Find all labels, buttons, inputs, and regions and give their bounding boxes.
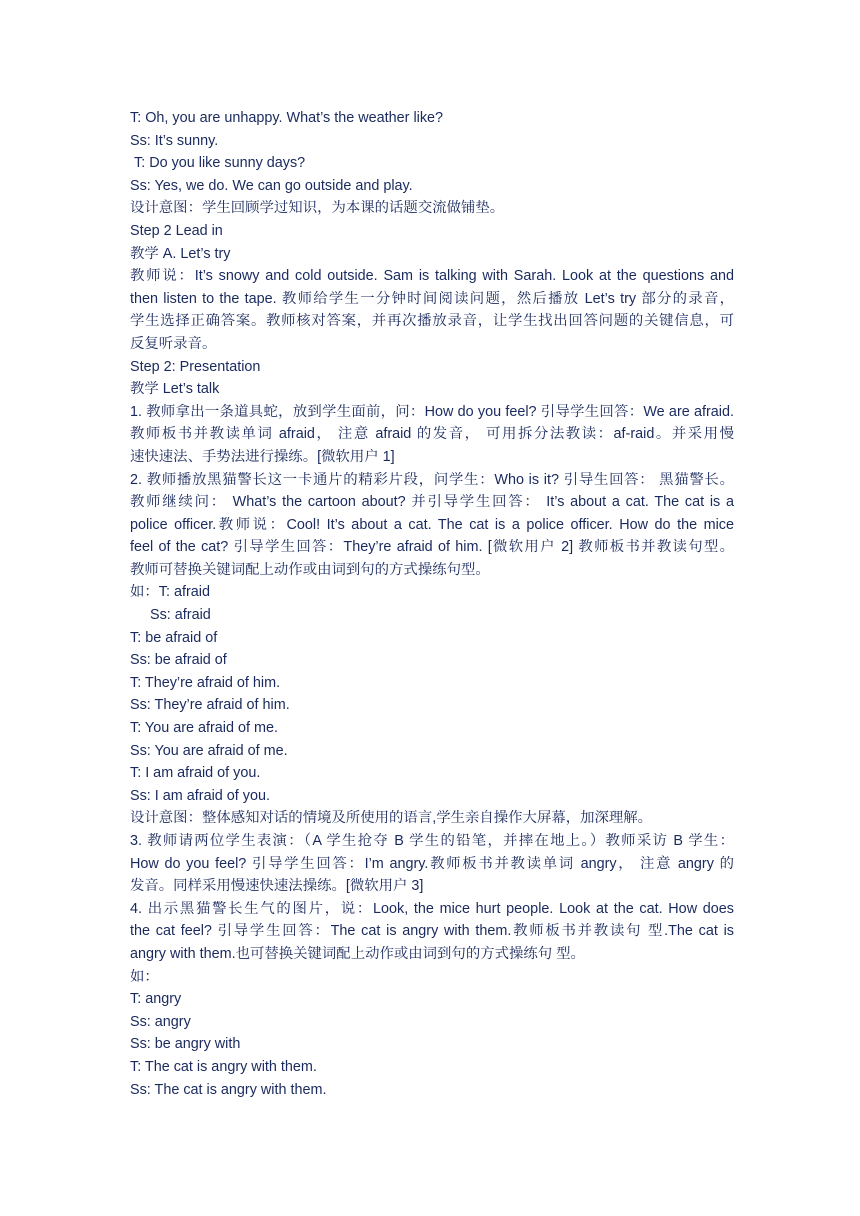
text-line: Ss: afraid (150, 607, 211, 624)
text-line: 如：T: afraid (130, 584, 210, 601)
text-line: Ss: You are afraid of me. (130, 742, 288, 759)
text-line: 1. 教师拿出一条道具蛇，放到学生面前，问：How do you feel? 引导学生回答：We are afraid. (130, 403, 734, 420)
text-line: then listen to the tape. 教师给学生一分钟时间阅读问题，然后播放 Let’s try 部分的录音， (130, 290, 734, 307)
text-line: Step 2: Presentation (130, 358, 261, 375)
text-line: 设计意图：学生回顾学过知识，为本课的话题交流做铺垫。 (130, 200, 505, 217)
text-line: Ss: The cat is angry with them. (130, 1081, 327, 1098)
text-line: T: The cat is angry with them. (130, 1058, 317, 1075)
text-line: T: Do you like sunny days? (134, 155, 306, 172)
text-line: 反复听录音。 (130, 335, 217, 352)
text-line: 教师继续问： What’s the cartoon about? 并引导学生回答： It’s about a cat. The cat is a (130, 494, 734, 511)
text-line: T: You are afraid of me. (130, 720, 278, 737)
text-line: angry with them.也可替换关键词配上动作或由词到句的方式操练句 型。 (130, 945, 585, 962)
text-line: Ss: They’re afraid of him. (130, 697, 290, 714)
text-line: Step 2 Lead in (130, 222, 223, 239)
document-page (130, 107, 734, 1101)
text-line: 教师可替换关键词配上动作或由词到句的方式操练句型。 (130, 561, 490, 578)
text-line: T: angry (130, 991, 182, 1008)
text-line: 2. 教师播放黑猫警长这一卡通片的精彩片段，问学生：Who is it? 引导生回答： 黑猫警长。 (130, 471, 734, 488)
text-line: police officer.教师说：Cool! It’s about a cat. The cat is a police officer. How do the mice (130, 516, 734, 533)
text-line: Ss: I am afraid of you. (130, 787, 270, 804)
text-line: Ss: be angry with (130, 1036, 241, 1053)
text-line: T: They’re afraid of him. (130, 674, 281, 691)
text-line: Ss: be afraid of (130, 652, 227, 669)
text-line: 发音。同样采用慢速快速法操练。[微软用户 3] (130, 878, 424, 895)
text-line: 设计意图：整体感知对话的情境及所使用的语言,学生亲自操作大屏幕，加深理解。 (130, 810, 653, 827)
text-line: 速快速法、手势法进行操练。[微软用户 1] (130, 448, 395, 465)
text-line: Ss: It’s sunny. (130, 132, 219, 149)
text-line: 3. 教师请两位学生表演：（A 学生抢夺 B 学生的铅笔，并摔在地上。）教师采访 B 学生： (130, 833, 734, 849)
text-line: 教学 A. Let’s try (130, 245, 231, 262)
text-line: the cat feel? 引导学生回答：The cat is angry with them.教师板书并教读句 型.The cat is (130, 923, 734, 940)
text-line: 教师说：It’s snowy and cold outside. Sam is talking with Sarah. Look at the questions and (130, 268, 734, 285)
text-line: Ss: angry (130, 1013, 191, 1030)
text-line: 如： (130, 968, 159, 985)
text-line: How do you feel? 引导学生回答：I’m angry.教师板书并教读单词 angry， 注意 angry 的 (130, 855, 734, 872)
text-line: T: be afraid of (130, 629, 218, 646)
text-line: 教学 Let’s talk (130, 381, 220, 398)
text-line: T: Oh, you are unhappy. What’s the weather like? (130, 110, 444, 126)
text-line: feel of the cat? 引导学生回答：They’re afraid of him. [微软用户 2] 教师板书并教读句型。 (130, 539, 734, 556)
text-line: T: I am afraid of you. (130, 765, 261, 782)
text-line: 4. 出示黑猫警长生气的图片，说：Look, the mice hurt people. Look at the cat. How does (130, 900, 734, 917)
text-line: Ss: Yes, we do. We can go outside and play. (130, 177, 413, 194)
text-line: 学生选择正确答案。教师核对答案，并再次播放录音，让学生找出回答问题的关键信息，可 (130, 313, 734, 330)
text-line: 教师板书并教读单词 afraid， 注意 afraid 的发音， 可用拆分法教读：af-raid。并采用慢 (130, 426, 734, 443)
